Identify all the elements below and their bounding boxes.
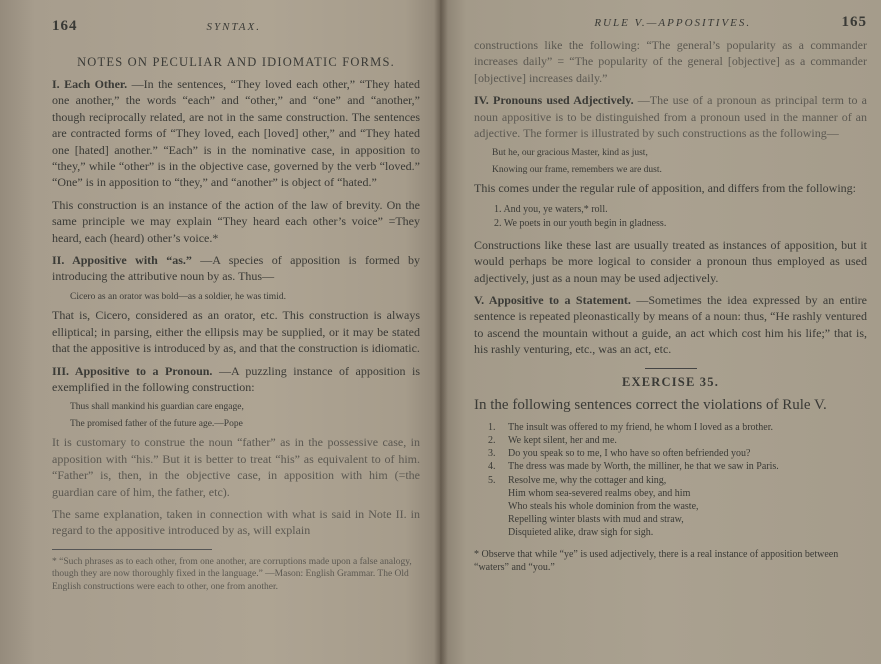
paragraph: It is customary to construe the noun “father” as in the possessive case, in apposition with “his.” But it is better to treat “his” as equivalent to of him. “Father” is, then, in the objective case, in apposition with him (=the guardian care of him, the father, etc). bbox=[52, 435, 420, 499]
left-page-number: 164 bbox=[52, 18, 78, 34]
footnote: * “Such phrases as to each other, from one another, are corruptions made upon a false analogy, though they are now thoroughly fixed in the language.” —Mason: English Grammar. The Old English constructions were each to other, one from another. bbox=[52, 556, 412, 592]
exercise-item bbox=[488, 447, 867, 460]
right-page-number: 165 bbox=[841, 14, 867, 30]
section-heading: III. Appositive to a Pronoun. bbox=[52, 363, 213, 378]
exercise-item-text: Disquieted alike, draw sigh for sigh. bbox=[508, 527, 654, 539]
exercise-item-number bbox=[488, 487, 500, 500]
exercise-item-text: The insult was offered to my friend, he whom I loved as a brother. bbox=[508, 421, 774, 433]
section-body: —A species of apposition is formed by introducing the attributive noun by as. Thus— bbox=[52, 253, 420, 284]
right-running-head bbox=[474, 14, 867, 31]
paragraph: This comes under the regular rule of apposition, and differs from the following: bbox=[474, 181, 857, 196]
section-appositive-statement bbox=[474, 292, 867, 358]
exercise-item-text: The dress was made by Worth, the milliner, he that we saw in Paris. bbox=[508, 461, 779, 473]
exercise-intro: In the following sentences correct the violations of Rule V. bbox=[474, 396, 827, 413]
right-page bbox=[440, 0, 881, 664]
exercise-item-text: Resolve me, why the cottager and king, bbox=[508, 474, 667, 486]
section-heading: V. Appositive to a Statement. bbox=[474, 293, 631, 308]
section-heading: IV. Pronouns used Adjectively. bbox=[474, 93, 634, 108]
section-body: —In the sentences, “They loved each other,” “They hated one another,” the words “each” and “other,” and “one” and “another,” though reciprocally related, are not in the same construction. The sentences are contracted forms of “They loved, each [loved] other,” and “They hated one [hated] another.” “Each” is in the nominative case, in apposition to “they,” while “other” is in the objective case, governed by the verb “loved.” “One” is in apposition to “they,” and “another” is object of “hated.” bbox=[52, 77, 421, 190]
exercise-item bbox=[488, 487, 867, 500]
exercise-item bbox=[488, 434, 867, 447]
exercise-item-text: Who steals his whole dominion from the waste, bbox=[508, 500, 699, 512]
left-running-head bbox=[52, 18, 420, 35]
section-body: —Sometimes the idea expressed by an entire sentence is repeated pleonastically by means of a noun: thus, “He rashly ventured to ascend the mountain without a guide, an act which cost him his life;” that is, his rashly venturing, etc., was an act, etc. bbox=[474, 293, 868, 357]
left-page bbox=[0, 0, 440, 664]
quotation: Cicero as an orator was bold—as a soldier, he was timid. bbox=[70, 291, 286, 302]
section-divider bbox=[645, 368, 697, 369]
exercise-item-text: Do you speak so to me, I who have so often befriended you? bbox=[508, 448, 751, 460]
section-body: —A puzzling instance of apposition is exemplified in the following construction: bbox=[52, 363, 421, 394]
exercise-title: EXERCISE 35. bbox=[621, 374, 720, 389]
footnote-rule bbox=[52, 549, 212, 550]
quotation-line: The promised father of the future age.—Pope bbox=[70, 418, 243, 429]
exercise-item bbox=[488, 421, 867, 434]
chapter-title: NOTES ON PECULIAR AND IDIOMATIC FORMS. bbox=[77, 55, 395, 69]
book-gutter bbox=[434, 0, 448, 664]
exercise-item-number bbox=[488, 526, 500, 539]
list-item: 1. And you, ye waters,* roll. bbox=[494, 203, 608, 215]
exercise-item-text: Him whom sea-severed realms obey, and him bbox=[508, 487, 691, 499]
section-appositive-pronoun bbox=[52, 363, 420, 396]
example-list bbox=[494, 203, 867, 231]
exercise-item bbox=[488, 500, 867, 513]
exercise-item-number: 2. bbox=[488, 434, 496, 446]
exercise-item-number bbox=[488, 500, 500, 513]
section-heading: I. Each Other. bbox=[52, 77, 128, 91]
exercise-item-number: 5. bbox=[488, 474, 496, 486]
section-pronouns-adjectively bbox=[474, 92, 867, 141]
exercise-list bbox=[488, 421, 867, 540]
footnote: * Observe that while “ye” is used adjectively, there is a real instance of apposition between “waters” and “you.” bbox=[474, 548, 839, 573]
exercise-item bbox=[488, 474, 867, 487]
exercise-item bbox=[488, 460, 867, 473]
right-running-title: RULE V.—APPOSITIVES. bbox=[594, 17, 752, 29]
quotation-line: Thus shall mankind his guardian care engage, bbox=[70, 402, 244, 413]
paragraph: The same explanation, taken in connection with what is said in Note II. in regard to the appositive introduced by as, will explain bbox=[52, 507, 420, 538]
paragraph: This construction is an instance of the action of the law of brevity. On the same principle we may explain “They heard each other’s voice” =They heard, each (heard) other’s voice.* bbox=[52, 197, 420, 245]
left-running-title: SYNTAX. bbox=[206, 21, 261, 33]
quotation-line: Knowing our frame, remembers we are dust. bbox=[492, 164, 662, 175]
section-appositive-as bbox=[52, 252, 420, 285]
exercise-item-text: We kept silent, her and me. bbox=[508, 434, 617, 446]
paragraph: constructions like the following: “The general’s popularity as a commander increases daily” = “The popularity of the general [objective] as a commander [objective] increases daily.” bbox=[474, 38, 867, 85]
list-item: 2. We poets in our youth begin in gladness. bbox=[494, 217, 667, 229]
section-each-other bbox=[52, 76, 420, 191]
exercise-item bbox=[488, 526, 867, 539]
section-heading: II. Appositive with “as.” bbox=[52, 253, 192, 268]
quotation-line: But he, our gracious Master, kind as just, bbox=[492, 148, 648, 159]
exercise-item-number: 4. bbox=[488, 461, 496, 473]
exercise-item bbox=[488, 513, 867, 526]
paragraph: That is, Cicero, considered as an orator, etc. This construction is always elliptical; in parsing, either the ellipsis may be supplied, or it may be stated that the appositive is introduced by as, and that the construction is idiomatic. bbox=[52, 308, 420, 356]
exercise-item-number bbox=[488, 513, 500, 526]
exercise-item-number: 1. bbox=[488, 421, 496, 433]
exercise-item-text: Repelling winter blasts with mud and straw, bbox=[508, 514, 684, 526]
paragraph: Constructions like these last are usually treated as instances of apposition, but it would perhaps be more logical to consider a pronoun thus employed as used adjectively, just as a noun may be used adjectively. bbox=[474, 237, 867, 285]
section-body: —The use of a pronoun as principal term to a noun appositive is to be distinguished from a pronoun used in the manner of an adjective. The former is illustrated by such constructions as the following— bbox=[474, 93, 868, 141]
exercise-item-number: 3. bbox=[488, 448, 496, 460]
